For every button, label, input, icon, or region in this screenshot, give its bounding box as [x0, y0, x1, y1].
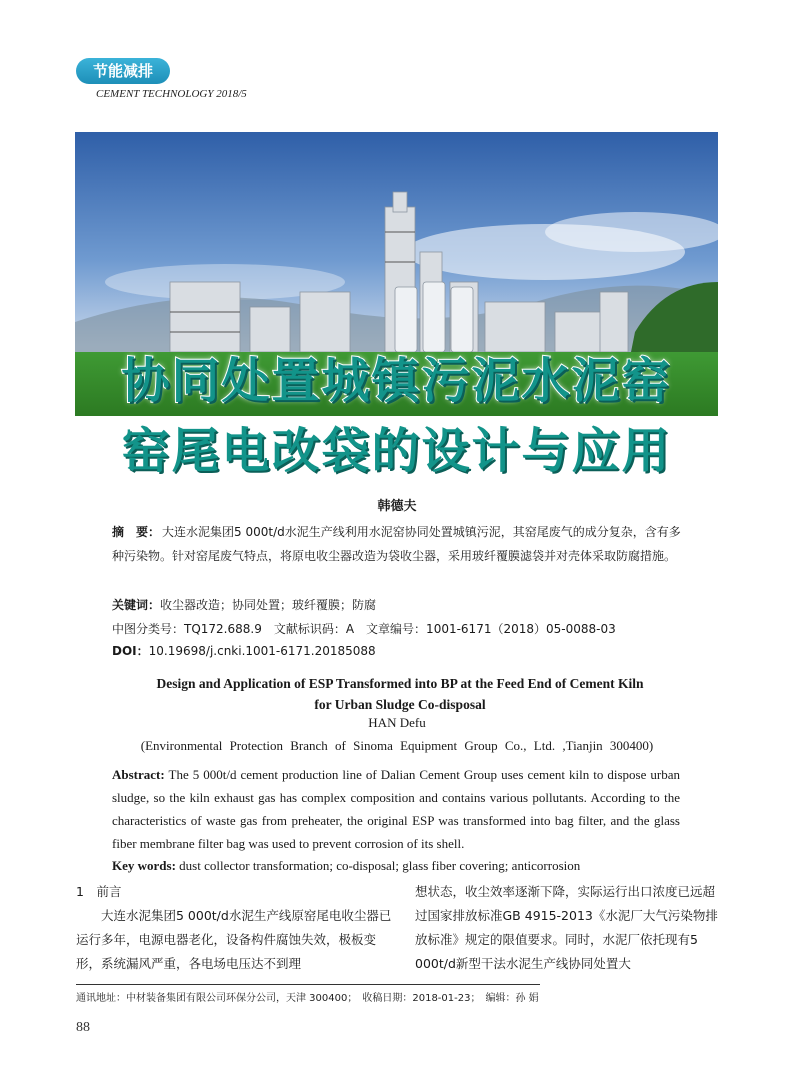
- doi-label: DOI：: [112, 644, 149, 658]
- english-title-line-2: for Urban Sludge Co-disposal: [314, 697, 486, 712]
- section-heading: 1 前言: [76, 884, 122, 899]
- footnote-divider: [76, 984, 540, 985]
- keywords-en-label: Key words:: [112, 858, 176, 873]
- page-number: 88: [76, 1020, 90, 1035]
- classification-line: 中图分类号：TQ172.688.9 文献标识码：A 文章编号：1001-6171（2018）05-0088-03: [112, 622, 616, 636]
- body-paragraph-right: 想状态，收尘效率逐渐下降，实际运行出口浓度已远超过国家排放标准GB 4915-2013《水泥厂大气污染物排放标准》规定的限值要求。同时，水泥厂依托现有5 000t/d新型干法水泥生产线协同处置大: [415, 884, 718, 971]
- keywords-cn-text: 收尘器改造；协同处置；玻纤覆膜；防腐: [160, 598, 377, 612]
- abstract-en-text: The 5 000t/d cement production line of Dalian Cement Group uses cement kiln to dispose urban sludge, so the kiln exhaust gas has complex composition and contains various pollutants. According to the characteristics of waste gas from preheater, the original ESP was transformed into bag filter, and the glass fiber membrane filter bag was used to prevent corrosion of its shell.: [112, 767, 680, 851]
- article-title-line-2: 窑尾电改袋的设计与应用: [121, 423, 672, 479]
- author-name-en: HAN Defu: [368, 715, 426, 730]
- abstract-en-label: Abstract:: [112, 767, 165, 782]
- body-column-right: [415, 880, 718, 976]
- author-name-cn: 韩德夫: [377, 499, 417, 514]
- doi-line: [112, 641, 688, 661]
- body-column-left: [76, 880, 392, 976]
- abstract-cn-text: 大连水泥集团5 000t/d水泥生产线利用水泥窑协同处置城镇污泥，其窑尾废气的成分复杂，含有多种污染物。针对窑尾废气特点，将原电收尘器改造为袋收尘器，采用玻纤覆膜滤袋并对壳体采取防腐措施。: [112, 525, 681, 563]
- keywords-en: [112, 856, 680, 876]
- abstract-en: [112, 763, 680, 855]
- abstract-cn-label: 摘 要：: [112, 525, 161, 539]
- author-affiliation-en: (Environmental Protection Branch of Sinoma Equipment Group Co., Ltd. ,Tianjin 300400): [140, 738, 654, 753]
- section-tag: 节能减排: [76, 58, 170, 84]
- journal-running-head: CEMENT TECHNOLOGY 2018/5: [96, 88, 247, 100]
- keywords-cn: [112, 593, 688, 617]
- body-paragraph-left: 大连水泥集团5 000t/d水泥生产线原窑尾电收尘器已运行多年，电源电器老化，设备构件腐蚀失效，极板变形，系统漏风严重，各电场电压达不到理: [76, 908, 392, 971]
- article-title-line-1: 协同处置城镇污泥水泥窑: [121, 353, 672, 409]
- footnote: 通讯地址：中材装备集团有限公司环保分公司，天津 300400； 收稿日期：2018-01-23； 编辑：孙 娟: [76, 993, 539, 1004]
- abstract-cn: [112, 520, 688, 568]
- doi-value: 10.19698/j.cnki.1001-6171.20185088: [148, 644, 376, 658]
- keywords-en-text: dust collector transformation; co-disposal; glass fiber covering; anticorrosion: [175, 858, 581, 873]
- keywords-cn-label: 关键词：: [112, 598, 161, 612]
- english-title-line-1: Design and Application of ESP Transformed into BP at the Feed End of Cement Kiln: [156, 676, 644, 691]
